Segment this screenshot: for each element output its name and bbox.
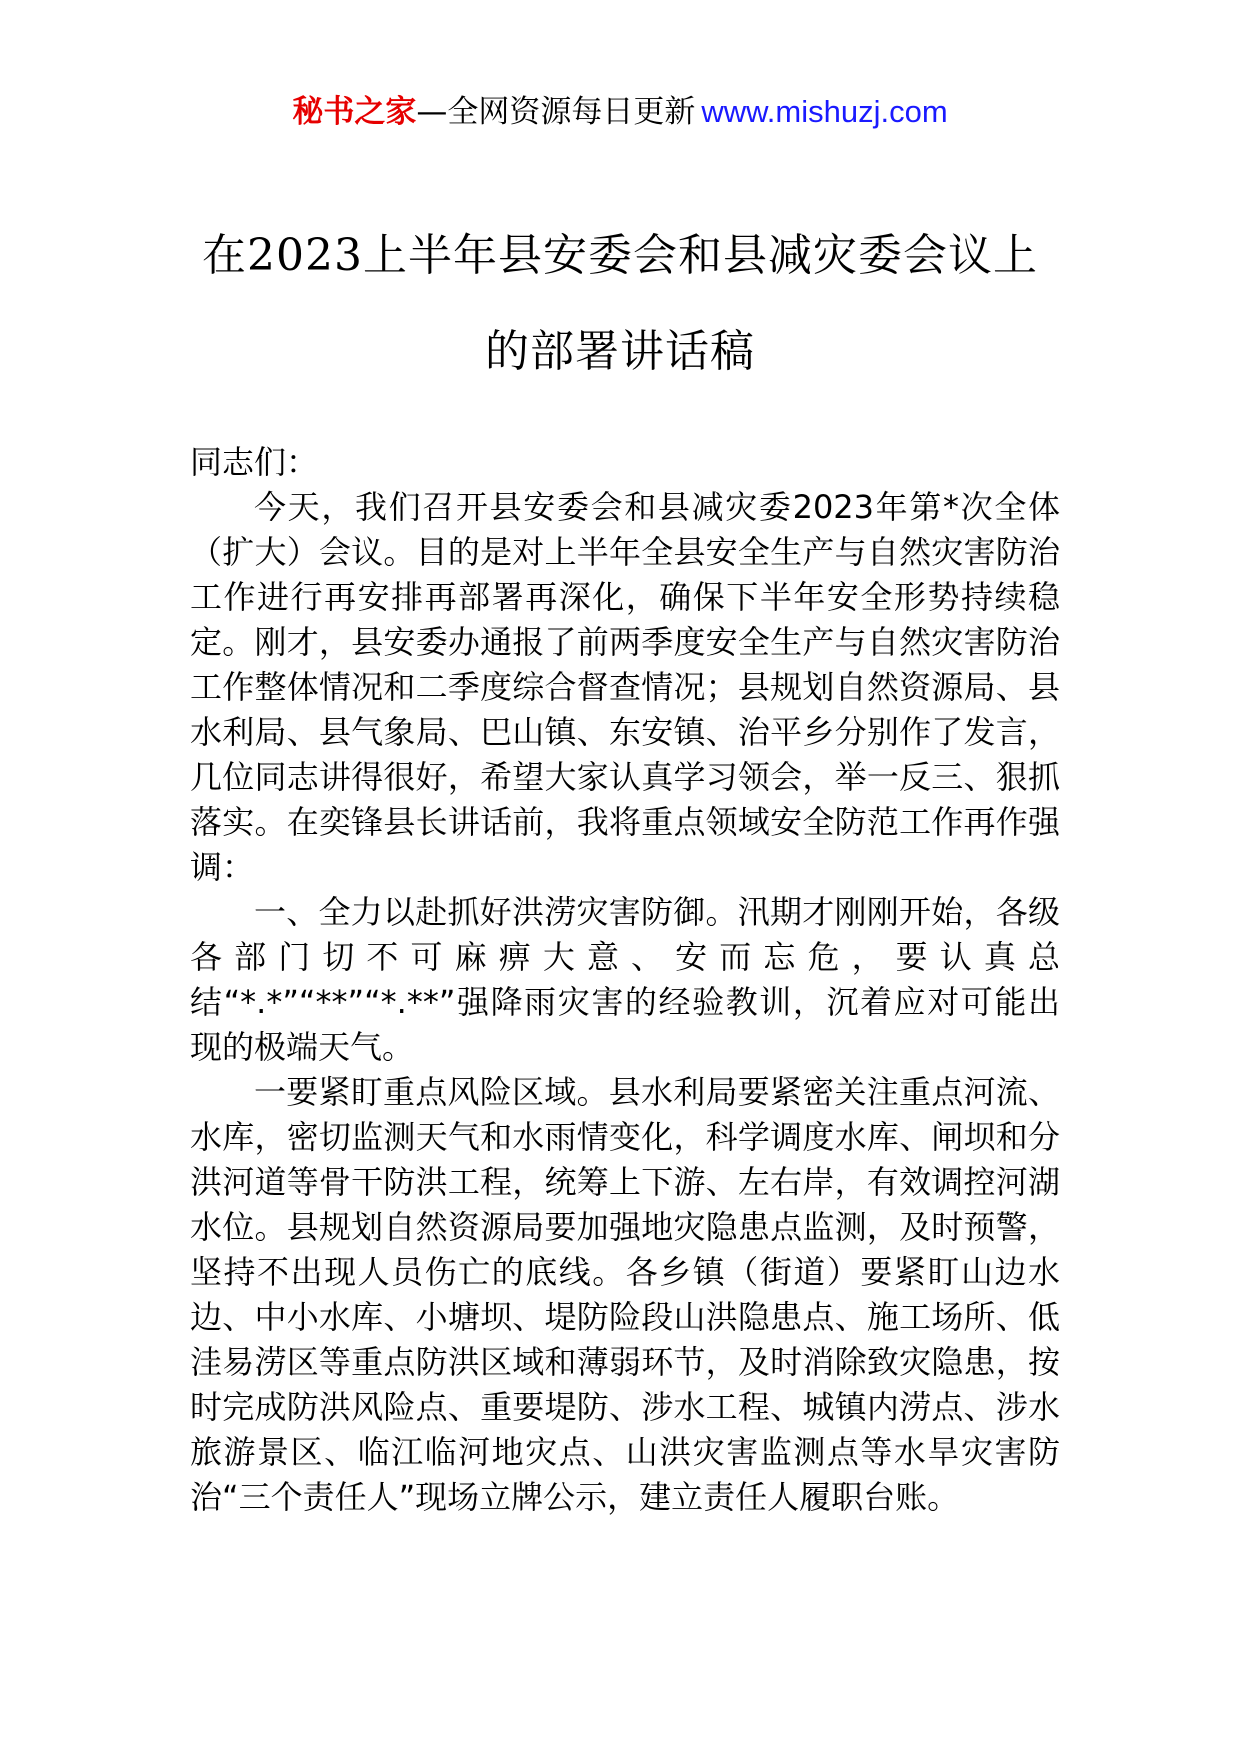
paragraph-section-1: 一、全力以赴抓好洪涝灾害防御。汛期才刚刚开始，各级各部门切不可麻痹大意、安而忘危，要认真总结“*.*”“**”“*.**”强降雨灾害的经验教训，沉着应对可能出现的极端天气。 [190, 893, 1060, 1066]
title-line-1: 在2023上半年县安委会和县减灾委会议上 [202, 230, 1038, 281]
paragraph-point-1: 一要紧盯重点风险区域。县水利局要紧密关注重点河流、水库，密切监测天气和水雨情变化，科学调度水库、闸坝和分洪河道等骨干防洪工程，统筹上下游、左右岸，有效调控河湖水位。县规划自然资源局要加强地灾隐患点监测，及时预警，坚持不出现人员伤亡的底线。各乡镇（街道）要紧盯山边水边、中小水库、小塘坝、堤防险段山洪隐患点、施工场所、低洼易涝区等重点防洪区域和薄弱环节，及时消除致灾隐患，按时完成防洪风险点、重要堤防、涉水工程、城镇内涝点、涉水旅游景区、临江临河地灾点、山洪灾害监测点等水旱灾害防治“三个责任人”现场立牌公示，建立责任人履职台账。 [190, 1073, 1060, 1516]
document-body [190, 440, 1060, 1520]
salutation: 同志们： [190, 443, 319, 481]
brand-name: 秘书之家 [292, 94, 417, 130]
document-title [150, 208, 1090, 400]
site-url-link[interactable]: www.mishuzj.com [701, 94, 948, 129]
site-header [0, 92, 1240, 132]
site-tagline: —全网资源每日更新 [416, 94, 696, 130]
paragraph-intro: 今天，我们召开县安委会和县减灾委2023年第*次全体（扩大）会议。目的是对上半年全县安全生产与自然灾害防治工作进行再安排再部署再深化，确保下半年安全形势持续稳定。刚才，县安委办通报了前两季度安全生产与自然灾害防治工作整体情况和二季度综合督查情况；县规划自然资源局、县水利局、县气象局、巴山镇、东安镇、治平乡分别作了发言，几位同志讲得很好，希望大家认真学习领会，举一反三、狠抓落实。在奕锋县长讲话前，我将重点领域安全防范工作再作强调： [190, 488, 1060, 886]
title-line-2: 的部署讲话稿 [485, 326, 755, 377]
